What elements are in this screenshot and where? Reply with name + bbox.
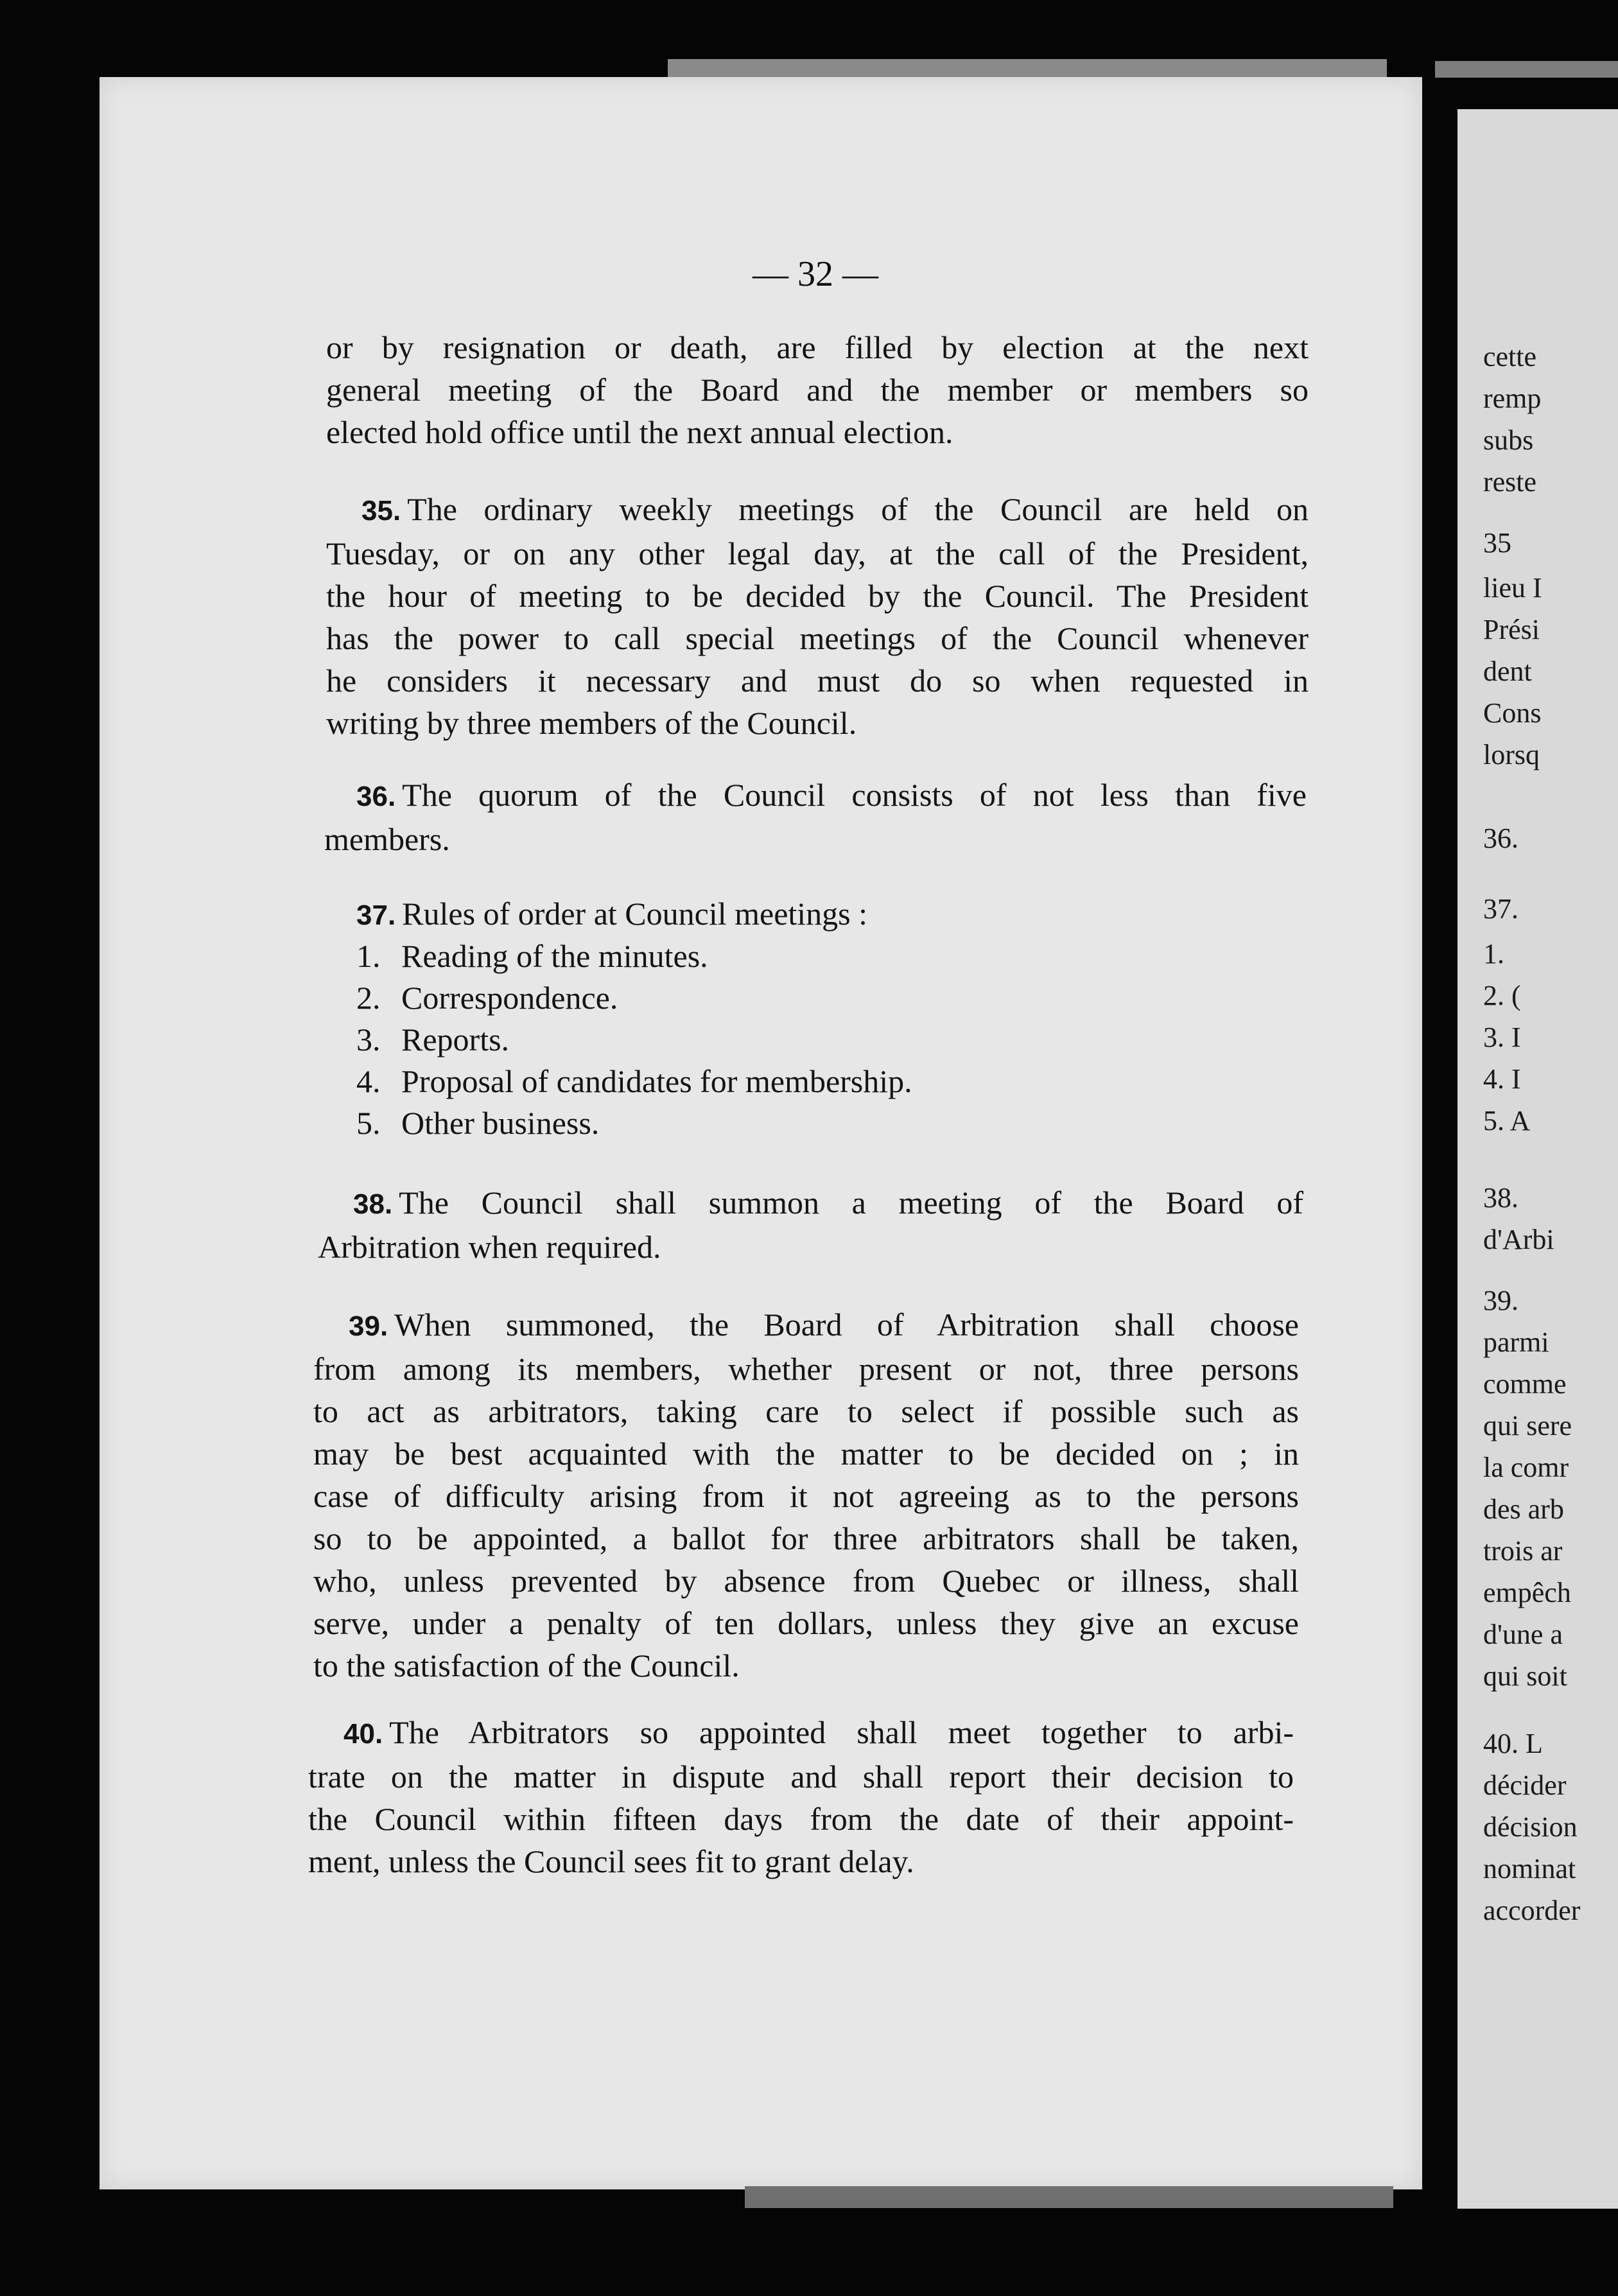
text-line: ment, unless the Council sees fit to grant delay. — [308, 1843, 914, 1879]
text-line: to the satisfaction of the Council. — [313, 1648, 740, 1683]
list-item: 4. Proposal of candidates for membership. — [356, 1063, 912, 1099]
list-item: 3. Reports. — [356, 1022, 510, 1057]
right-page-text-fragment: 2. ( — [1483, 980, 1521, 1011]
right-page-text-fragment: parmi — [1483, 1326, 1549, 1358]
right-page-text-fragment: des arb — [1483, 1493, 1564, 1525]
section-39 — [313, 1303, 1299, 1687]
right-page-text-fragment: Cons — [1483, 697, 1542, 729]
book-edge-bottom — [745, 2186, 1393, 2208]
right-page-text-fragment: lieu I — [1483, 572, 1542, 604]
text-line: he considers it necessary and must do so when requested in — [326, 663, 1309, 699]
right-page-text-fragment: subs — [1483, 424, 1534, 456]
right-page-text-fragment: comme — [1483, 1368, 1567, 1400]
right-page-text-fragment: trois ar — [1483, 1535, 1563, 1567]
text-line: may be best acquainted with the matter to be decided on ; in — [313, 1436, 1299, 1472]
right-page-text-fragment: décider — [1483, 1770, 1567, 1801]
right-page-text-fragment: dent — [1483, 656, 1532, 687]
page-number: — 32 — — [752, 254, 878, 294]
text-line: serve, under a penalty of ten dollars, unless they give an excuse — [313, 1605, 1299, 1641]
right-page-text-fragment: la comr — [1483, 1452, 1569, 1483]
right-page-text-fragment: empêch — [1483, 1577, 1571, 1608]
text-line: the Council within fifteen days from the date of their appoint- — [308, 1801, 1294, 1837]
right-page-text-fragment: d'une a — [1483, 1619, 1563, 1650]
text-line: Arbitration when required. — [318, 1229, 661, 1265]
text-line: members. — [324, 821, 450, 857]
right-page-text-fragment: 36. — [1483, 822, 1518, 854]
section-40 — [308, 1711, 1294, 1883]
right-page-text-fragment: nominat — [1483, 1853, 1576, 1884]
text-line: Tuesday, or on any other legal day, at the call of the President, — [326, 535, 1309, 571]
right-page-text-fragment: remp — [1483, 383, 1542, 414]
right-page-text-fragment: accorder — [1483, 1895, 1581, 1926]
text-line: general meeting of the Board and the member or members so — [326, 372, 1309, 408]
text-line: 35. The ordinary weekly meetings of the Council are held on — [361, 491, 1309, 527]
section-38 — [318, 1181, 1303, 1268]
text-line: who, unless prevented by absence from Quebec or illness, shall — [313, 1563, 1299, 1599]
section-number: 38. — [353, 1188, 393, 1220]
right-page-text-fragment: lorsq — [1483, 739, 1540, 770]
list-item: 5. Other business. — [356, 1105, 600, 1141]
text-line: or by resignation or death, are filled by election at the next — [326, 329, 1309, 365]
right-page-text-fragment: 35 — [1483, 527, 1511, 559]
text-line: trate on the matter in dispute and shall report their decision to — [308, 1759, 1294, 1795]
text-line: 38. The Council shall summon a meeting of the Board of — [353, 1185, 1303, 1221]
text-line: 40. The Arbitrators so appointed shall meet together to arbi- — [344, 1714, 1294, 1750]
text-line: elected hold office until the next annual election. — [326, 414, 953, 450]
section-number: 37. — [356, 900, 396, 931]
text-line: 39. When summoned, the Board of Arbitration shall choose — [349, 1307, 1299, 1343]
right-page-text-fragment: cette — [1483, 341, 1537, 372]
section-35 — [326, 488, 1309, 744]
section-number: 36. — [356, 781, 396, 812]
text-line: to act as arbitrators, taking care to select if possible such as — [313, 1393, 1299, 1429]
section-37-heading: 37. Rules of order at Council meetings : — [356, 896, 868, 932]
text-line: writing by three members of the Council. — [326, 705, 857, 741]
right-page-text-fragment: d'Arbi — [1483, 1224, 1554, 1255]
right-page-text-fragment: 3. I — [1483, 1022, 1521, 1053]
section-number: 40. — [344, 1718, 383, 1750]
right-page-text-fragment: 1. — [1483, 938, 1504, 970]
right-page-text-fragment: décision — [1483, 1811, 1578, 1843]
text-line: 36. The quorum of the Council consists of not less than five — [356, 777, 1307, 813]
section-36 — [324, 774, 1307, 860]
text-line: so to be appointed, a ballot for three arbitrators shall be taken, — [313, 1520, 1299, 1556]
right-page-text-fragment: reste — [1483, 466, 1537, 498]
list-item: 2. Correspondence. — [356, 980, 618, 1016]
text-line: case of difficulty arising from it not agreeing as to the persons — [313, 1478, 1299, 1514]
right-page-fragment — [1457, 109, 1618, 2209]
list-item: 1. Reading of the minutes. — [356, 938, 708, 974]
text-line: has the power to call special meetings of the Council whenever — [326, 620, 1309, 656]
book-edge-top — [668, 59, 1387, 78]
book-edge-top-right — [1435, 61, 1618, 78]
right-page-text-fragment: Prési — [1483, 614, 1540, 645]
right-page-text-fragment: qui sere — [1483, 1410, 1572, 1441]
right-page-text-fragment: 40. L — [1483, 1728, 1543, 1759]
intro-paragraph — [326, 326, 1309, 453]
right-page-text-fragment: 5. A — [1483, 1105, 1531, 1136]
right-page-text-fragment: 39. — [1483, 1285, 1518, 1316]
right-page-text-fragment: 37. — [1483, 893, 1518, 925]
text-line: from among its members, whether present or not, three persons — [313, 1351, 1299, 1387]
right-page-text-fragment: 38. — [1483, 1182, 1518, 1213]
section-number: 39. — [349, 1310, 388, 1342]
section-number: 35. — [361, 495, 401, 526]
right-page-text-fragment: 4. I — [1483, 1063, 1521, 1095]
text-line: the hour of meeting to be decided by the Council. The President — [326, 578, 1309, 614]
right-page-text-fragment: qui soit — [1483, 1660, 1567, 1692]
